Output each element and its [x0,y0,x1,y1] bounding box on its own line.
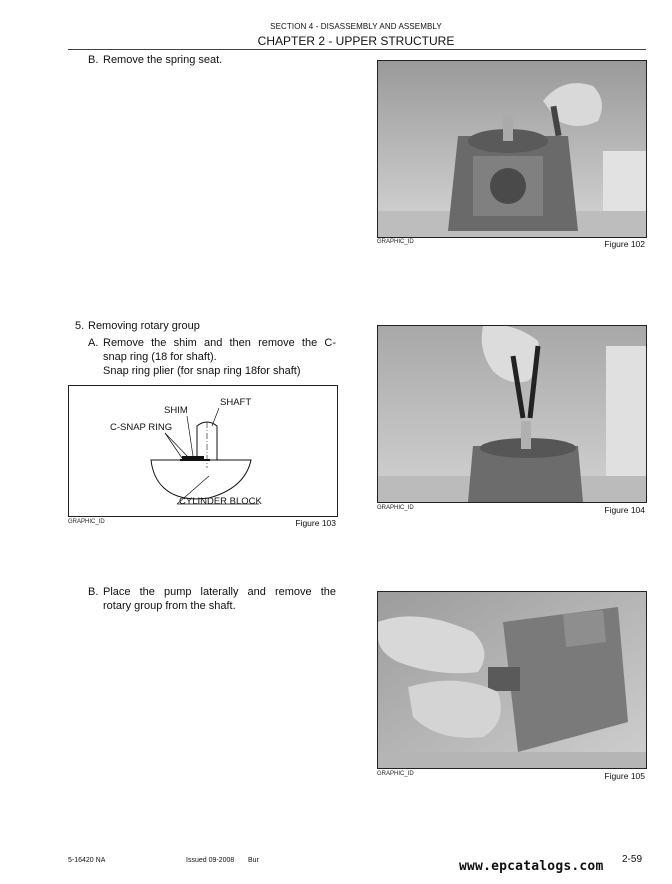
watermark-url: www.epcatalogs.com [459,859,604,874]
rotary-group-removal-image [378,592,646,768]
step-a-line2: snap ring (18 for shaft). [103,351,217,363]
step-a-line1: Remove the shim and then remove the C- [103,337,336,349]
section-heading: SECTION 4 - DISASSEMBLY AND ASSEMBLY [270,22,442,31]
footer-lang: Bur [248,857,259,864]
step-b2-line1: Place the pump laterally and remove the [103,586,336,598]
figure-105-photo [377,591,647,769]
step-a-letter: A. [88,337,99,349]
footer-issued: Issued 09-2008 [186,857,235,864]
footer-doc-number: 5-16420 NA [68,857,106,864]
label-cylinder-block: CYLINDER BLOCK [179,496,262,507]
label-shaft: SHAFT [220,397,252,408]
step-5-number: 5. [75,320,85,332]
figure-104-photo [377,325,647,503]
label-shim: SHIM [164,405,188,416]
figure-104-caption: Figure 104 [604,505,645,515]
step-b1-text: Remove the spring seat. [103,54,223,66]
chapter-heading: CHAPTER 2 - UPPER STRUCTURE [257,34,455,48]
label-c-snap-ring: C-SNAP RING [110,422,173,433]
figure-102-id: GRAPHIC_ID [377,239,414,245]
snap-ring-plier-image [378,326,646,502]
step-5-title: Removing rotary group [88,320,200,332]
figure-102-photo [377,60,647,238]
header-rule [68,49,646,50]
step-b1-letter: B. [88,54,99,66]
figure-105-id: GRAPHIC_ID [377,771,414,777]
figure-103-caption: Figure 103 [295,518,336,528]
page-number: 2-59 [622,854,643,865]
figure-103-id: GRAPHIC_ID [68,519,105,525]
step-b2-line2: rotary group from the shaft. [103,600,236,612]
figure-105-caption: Figure 105 [604,771,645,781]
figure-104-id: GRAPHIC_ID [377,505,414,511]
step-a-line3: Snap ring plier (for snap ring 18for shaft) [103,365,301,377]
step-b2-letter: B. [88,586,99,598]
figure-103-diagram [68,385,338,517]
pump-spring-seat-image [378,61,646,237]
figure-102-caption: Figure 102 [604,239,645,249]
